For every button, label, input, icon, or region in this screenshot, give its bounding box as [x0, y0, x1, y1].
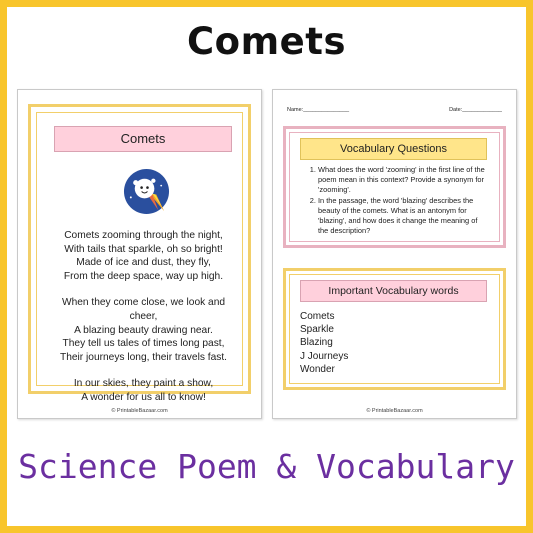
product-subtitle: Science Poem & Vocabulary: [18, 447, 515, 486]
vocab-word: Comets: [300, 311, 335, 322]
copyright-footer: © PrintableBazaar.com: [111, 408, 168, 414]
poem-page: [17, 89, 262, 419]
poem-line: They tell us tales of times long past,: [62, 338, 225, 350]
questions-list: [300, 165, 488, 237]
question-item: 2. In the passage, the word 'blazing' describes the beauty of the comets. What is an antonym for 'blazing', and how does it change the meaning of the description?: [318, 196, 488, 236]
worksheet-page: [272, 89, 517, 419]
vocab-word: J Journeys: [300, 350, 349, 362]
question-item: 1. What does the word 'zooming' in the first line of the poem mean in this context? Provide a synonym for 'zooming'.: [318, 165, 488, 195]
poem-line: In our skies, they paint a show,: [73, 378, 214, 390]
poem-line: A wonder for us all to know!: [81, 391, 206, 403]
poem-line: When they come close, we look and: [61, 297, 226, 309]
poem-border: [28, 104, 251, 403]
poem-body: [37, 229, 250, 418]
vocabulary-title: Important Vocabulary words: [300, 280, 487, 302]
copyright-footer: © PrintableBazaar.com: [366, 408, 423, 414]
poem-line: A blazing beauty drawing near.: [74, 324, 213, 336]
poem-line: Made of ice and dust, they fly,: [76, 257, 211, 269]
vocabulary-list: [300, 310, 348, 376]
page-title: Comets: [187, 20, 346, 63]
poem-line: From the deep space, way up high.: [63, 270, 224, 282]
poem-stanza: [37, 229, 250, 283]
comet-icon: [123, 168, 170, 215]
date-field-label: Date:_____________: [449, 107, 502, 113]
name-field-label: Name:_______________: [287, 107, 350, 113]
poem-line: With tails that sparkle, oh so bright!: [64, 243, 223, 255]
vocab-word: Wonder: [300, 363, 335, 375]
poem-line: cheer,: [129, 310, 158, 322]
vocabulary-box: [283, 268, 506, 390]
questions-title: Vocabulary Questions: [300, 138, 487, 160]
poem-stanza: [37, 296, 250, 364]
poem-stanza: [37, 377, 250, 404]
vocab-word: Sparkle: [300, 324, 334, 336]
poem-inner-border: [36, 112, 243, 403]
vocab-word: Blazing: [300, 337, 333, 349]
poem-title: Comets: [54, 126, 232, 152]
poem-line: Their journeys long, their travels fast.: [59, 351, 228, 363]
poem-line: Comets zooming through the night,: [64, 230, 223, 241]
questions-box: [283, 126, 506, 248]
